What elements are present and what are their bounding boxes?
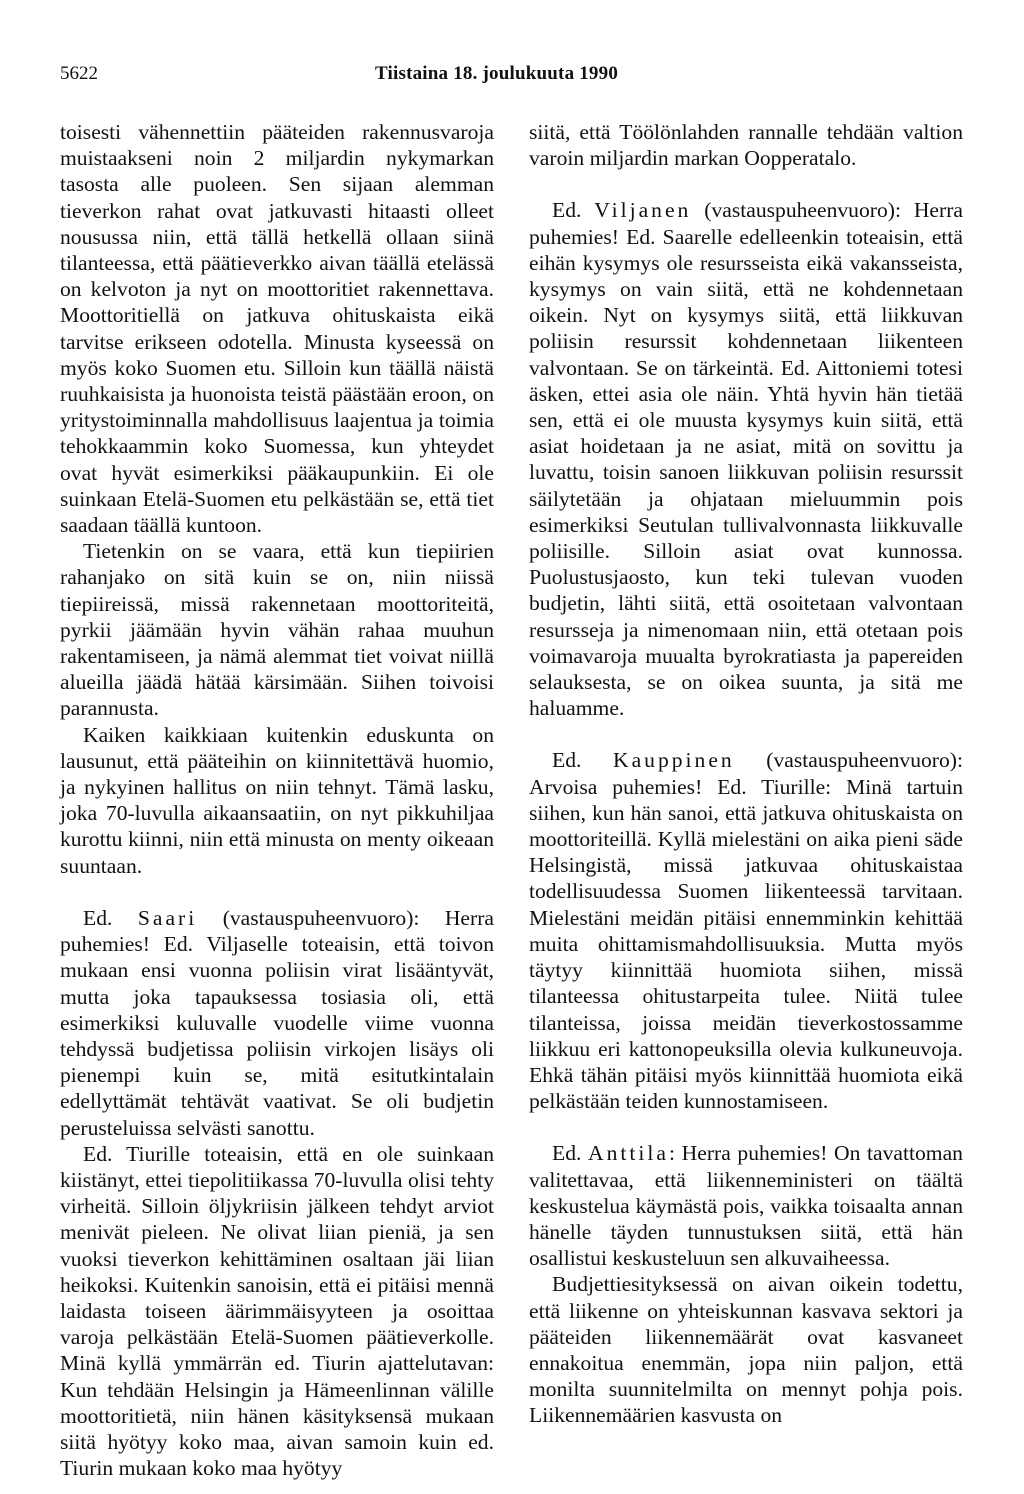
speech-saari (60, 905, 494, 1141)
speech-text: (vastauspuheenvuoro): Herra puhemies! Ed. Saarelle edelleenkin toteaisin, että eihän kysymys ole resursseista eikä vakansseista, kysymys on vain siitä, että ne kohdennetaan oikein. Nyt on kysymys siitä, että liikkuvan poliisin resurssit kohdennetaan liikenteen valvontaan. Se on tärkeintä. Ed. Aittoniemi totesi äsken, ettei asia ole näin. Yhtä hyvin hän tietää sen, että ei ole muusta kysymys kuin siitä, että asiat hoidetaan ja ne asiat, mitä on sovittu ja luvattu, toisin sanoen liikkuvan poliisin resurssit säilytetään ja ohjataan mieluummin pois esimerkiksi Seutulan tullivalvonnasta liikkuvalle poliisille. Silloin asiat ovat kunnossa. Puolustusjaosto, kun teki tulevan vuoden budjetin, lähti siitä, että osoitetaan valvontaan resursseja ja nimenomaan niin, että otetaan pois voimavaroja muualta byrokratiasta ja papereiden selauksesta, se on oikea suunta, ja sitä me haluamme. (529, 198, 963, 721)
paragraph: Kaiken kaikkiaan kuitenkin eduskunta on lausunut, että pääteihin on kiinnitettävä huomio, ja nykyinen hallitus on niin tehnyt. Tämä lasku, joka 70-luvulla aikaansaatiin, on nyt pikkuhiljaa kurottu kiinni, niin että minusta on menty oikeaan suuntaan. (60, 722, 494, 878)
speaker-prefix: Ed. (552, 198, 595, 223)
left-column (60, 119, 494, 1481)
speaker-name: Kauppinen (612, 748, 735, 773)
paragraph: Tietenkin on se vaara, että kun tiepiirien rahanjako on sitä kuin se on, niin niissä tiepiireissä, missä rakennetaan moottoriteitä, pyrkii jäämään hyvin vähän rahaa muuhun rakentamiseen, ja nämä alemmat tiet voivat niillä alueilla jäädä hätää kärsimään. Siihen toivoisi parannusta. (60, 539, 494, 721)
speech-text: (vastauspuheenvuoro): Arvoisa puhemies! Ed. Tiurille: Minä tartuin siihen, kun hän sanoi, että jatkuva ohituskaista on moottoriteillä. Kyllä mielestäni on aika pieni säde Helsingistä, missä jatkuvaa ohituskaistaa todellisuudessa Suomen liikenteessä tarvitaan. Mielestäni meidän pitäisi ennemminkin kehittää muita ohittamismahdollisuuksia. Mutta myös täytyy kiinnittää huomiota siihen, missä tilanteessa ohitustarpeita tulee. Niitä tulee tilanteissa, joissa meidän tieverkostossamme liikkuu eri kattonopeuksilla olevia kulkuneuvoja. Ehkä tähän pitäisi myös kiinnittää huomiota eikä pelkästään teiden kunnostamiseen. (529, 748, 963, 1114)
paragraph: Budjettiesityksessä on aivan oikein todettu, että liikenne on yhteiskunnan kasvava sektori ja pääteiden liikennemäärät ovat kasvaneet ennakoitua enemmän, jopa niin paljon, että monilta suunnitelmilta on mennyt pohja pois. Liikennemäärien kasvusta on (529, 1272, 963, 1428)
right-column (529, 119, 963, 1429)
speaker-prefix: Ed. (83, 905, 138, 930)
speaker-prefix: Ed. (552, 748, 613, 773)
speaker-name: Anttila (588, 1141, 670, 1166)
running-head-date: Tiistaina 18. joulukuuta 1990 (375, 63, 619, 84)
speech-anttila (529, 1140, 963, 1271)
speaker-name: Saari (137, 905, 198, 930)
speech-kauppinen (529, 747, 963, 1114)
speech-text: (vastauspuheenvuoro): Herra puhemies! Ed. Viljaselle toteaisin, että toivon mukaan ensi vuonna poliisin virat lisääntyvät, mutta joka tapauksessa tosiasia oli, että esimerkiksi kuluvalle vuodelle viime vuonna tehdyssä budjetissa poliisin virkojen lisäys oli pienempi kuin se, mitä esitutkintalain edellyttämät tehtävät vaativat. Se oli budjetin perusteluissa selvästi sanottu. (60, 905, 494, 1140)
speaker-name: Viljanen (594, 198, 692, 223)
page-number: 5622 (60, 63, 98, 84)
paragraph: toisesti vähennettiin pääteiden rakennusvaroja muistaakseni noin 2 miljardin nykymarkan tasosta alle puoleen. Sen sijaan alemman tieverkon rahat ovat jatkuvasti hitaasti olleet nousussa niin, että tällä hetkellä ollaan siinä tilanteessa, että päätieverkko aivan täällä etelässä on kelvoton ja nyt on moottoritiet rakennettava. Moottoritiellä on jatkuva ohituskaista eikä tarvitse erikseen odotella. Minusta kyseessä on myös koko Suomen etu. Silloin kun täällä näistä ruuhkaisista ja huonoista teistä päästään eroon, on yritystoiminnalla mahdollisuus laajentua ja toimia tehokkaammin koko Suomessa, kun yhteydet ovat hyvät esimerkiksi pääkaupunkiin. Ei ole suinkaan Etelä-Suomen etu pelkästään se, että tiet saadaan täällä kuntoon. (60, 120, 494, 538)
speech-viljanen (529, 197, 963, 721)
paragraph: Ed. Tiurille toteaisin, että en ole suinkaan kiistänyt, ettei tiepolitiikassa 70-luvulla olisi tehty virheitä. Silloin öljykriisin jälkeen tehdyt arviot menivät pieleen. Ne olivat liian pieniä, ja sen vuoksi tieverkon kehittäminen osaltaan jäi liian heikoksi. Kuitenkin sanoisin, että ei pitäisi mennä laidasta toiseen äärimmäisyyteen ja osoittaa varoja pelkästään Etelä-Suomen päätieverkolle. Minä kyllä ymmärrän ed. Tiurin ajattelutavan: Kun tehdään Helsingin ja Hämeenlinnan välille moottoritietä, niin hänen käsityksensä mukaan siitä hyötyy koko maa, aivan samoin kuin ed. Tiurin mukaan koko maa hyötyy (60, 1141, 494, 1481)
speaker-prefix: Ed. (552, 1141, 589, 1166)
speech-text: : Herra puhemies! On tavattoman valitettavaa, että liikenneministeri on täältä keskustelua käymästä pois, vaikka toisaalta annan hänelle täyden tunnustuksen siitä, että hän osallistui keskusteluun sen alkuvaiheessa. (529, 1141, 963, 1271)
paragraph: siitä, että Töölönlahden rannalle tehdään valtion varoin miljardin markan Oopperatalo. (529, 120, 963, 171)
page-header (60, 63, 970, 93)
